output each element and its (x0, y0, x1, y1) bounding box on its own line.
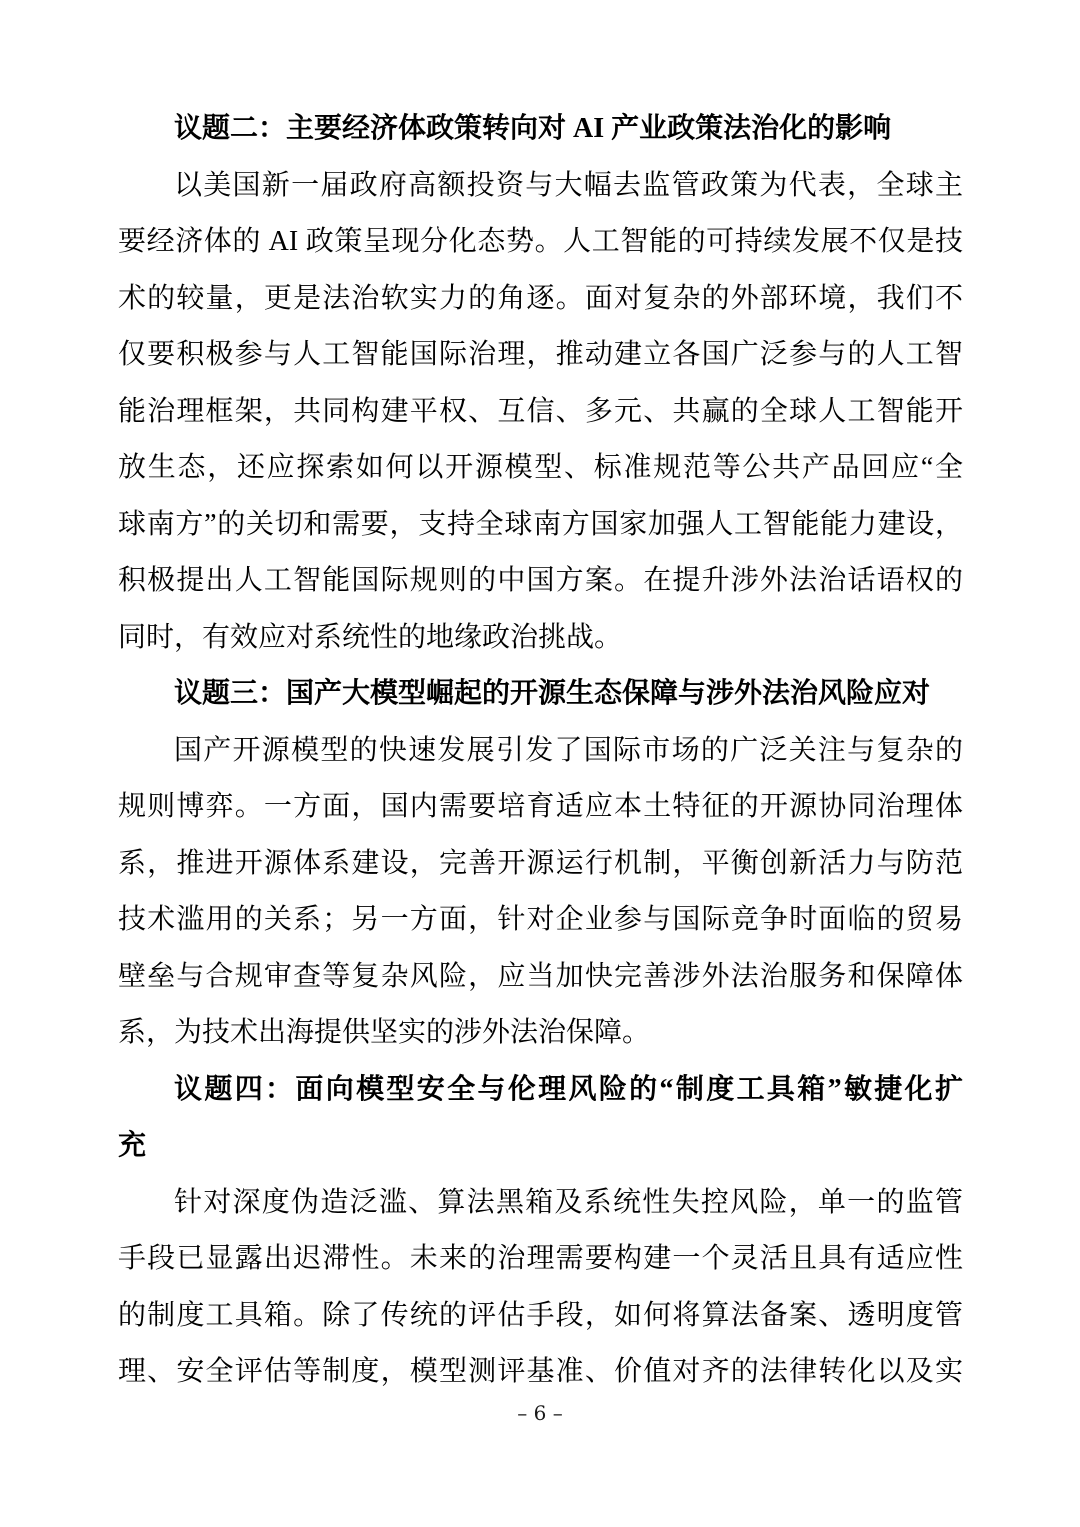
topic2-body-line: 要经济体的 AI 政策呈现分化态势。人工智能的可持续发展不仅是技 (118, 226, 963, 257)
topic2-body-line: 能治理框架，共同构建平权、互信、多元、共赢的全球人工智能开 (118, 395, 963, 427)
topic2-body-line: 球南方”的关切和需要，支持全球南方国家加强人工智能能力建设， (118, 508, 963, 540)
topic4-body-line: 手段已显露出迟滞性。未来的治理需要构建一个灵活且具有适应性 (118, 1243, 963, 1274)
topic2-body-line: 同时，有效应对系统性的地缘政治挑战。 (118, 621, 623, 653)
topic3-body-line: 壁垒与合规审查等复杂风险，应当加快完善涉外法治服务和保障体 (118, 960, 963, 992)
topic2-heading: 议题二：主要经济体政策转向对 AI 产业政策法治化的影响 (174, 113, 892, 144)
page-text (118, 101, 963, 1401)
topic4-body-line: 理、安全评估等制度，模型测评基准、价值对齐的法律转化以及实 (118, 1356, 963, 1387)
topic4-body-line: 针对深度伪造泛滥、算法黑箱及系统性失控风险，单一的监管 (174, 1186, 963, 1218)
topic2-body-line: 仅要积极参与人工智能国际治理，推动建立各国广泛参与的人工智 (118, 339, 963, 370)
topic4-body-line: 的制度工具箱。除了传统的评估手段，如何将算法备案、透明度管 (118, 1299, 963, 1331)
topic3-body-line: 系，推进开源体系建设，完善开源运行机制，平衡创新活力与防范 (118, 847, 963, 879)
topic3-body-line: 规则博弈。一方面，国内需要培育适应本土特征的开源协同治理体 (118, 791, 963, 822)
page-number: – 6 – (517, 1401, 563, 1425)
topic4-heading: 议题四：面向模型安全与伦理风险的“制度工具箱”敏捷化扩 (174, 1073, 963, 1105)
topic2-body-line: 积极提出人工智能国际规则的中国方案。在提升涉外法治话语权的 (118, 565, 963, 596)
topic3-body-line: 技术滥用的关系；另一方面，针对企业参与国际竞争时面临的贸易 (118, 904, 963, 935)
topic3-body-line: 系，为技术出海提供坚实的涉外法治保障。 (118, 1017, 651, 1048)
topic2-body-line: 术的较量，更是法治软实力的角逐。面对复杂的外部环境，我们不 (118, 282, 963, 314)
topic2-body-line: 以美国新一届政府高额投资与大幅去监管政策为代表，全球主 (174, 169, 963, 201)
topic2-body-line: 放生态，还应探索如何以开源模型、标准规范等公共产品回应“全 (118, 452, 963, 483)
topic3-body-line: 国产开源模型的快速发展引发了国际市场的广泛关注与复杂的 (174, 734, 963, 766)
topic3-heading: 议题三：国产大模型崛起的开源生态保障与涉外法治风险应对 (174, 678, 931, 709)
topic4-heading-continuation: 充 (118, 1130, 147, 1161)
